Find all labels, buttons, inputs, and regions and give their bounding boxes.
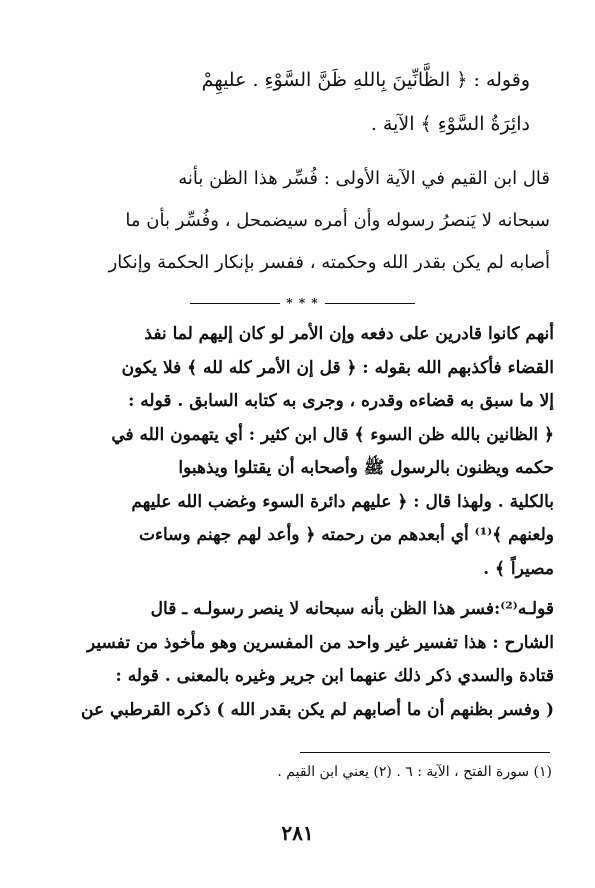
commentary-line: أنهم كانوا قادرين على دفعه وإن الأمر لو كان إليهم لما نفذ <box>144 324 554 344</box>
quote-line: أصابه لم يكن بقدر الله وحكمته ، ففسر بإنكار الحكمة وإنكار <box>108 252 550 273</box>
divider-rule <box>325 303 415 304</box>
commentary-line: مصيراً ﴾ . <box>483 558 554 579</box>
ibn-qayyim-quote-block <box>45 158 550 284</box>
commentary-line: بالكلية . ولهذا قال : ﴿ عليهم دائرة السوء وغضب الله عليهم <box>131 491 554 512</box>
quote-line: قال ابن القيم في الآية الأولى : فُسِّر هذا الظن بأنه <box>178 168 550 189</box>
commentary-line: حكمه ويظنون بالرسول ﷺ وأصحابه أن يقتلوا ويذهبوا <box>178 458 554 478</box>
commentary-line: ﴿ الظانين بالله ظن السوء ﴾ قال ابن كثير : أي يتهمون الله في <box>111 424 554 445</box>
divider-rule <box>190 303 280 304</box>
divider-stars: * * * <box>286 296 319 310</box>
commentary-line: الشارح : هذا تفسير غير واحد من المفسرين وهو مأخوذ من تفسير <box>87 632 554 653</box>
commentary-line: إلا ما سبق به قضاءه وقدره ، وجرى به كتابه السابق . قوله : <box>128 391 554 411</box>
verse-line: وقوله : ﴿ الظَّانِّينَ بِاللهِ ظَنَّ السَّوْءِ . عليهِمْ <box>201 69 530 91</box>
quote-line: سبحانه لا يَنصرُ رسوله وأن أمره سيضمحل ، وفُسِّر بأن ما <box>125 210 550 231</box>
commentary-block <box>37 318 554 586</box>
footnote-separator <box>300 752 550 753</box>
commentary-line: ( وفسر بظنهم أن ما أصابهم لم يكن بقدر الله ) ذكره القرطبي عن <box>81 699 554 720</box>
commentary-line: قولـه⁽²⁾:فسر هذا الظن بأنه سبحانه لا ينصر رسولـه ـ قال <box>150 599 554 619</box>
footnote-line: (١) سورة الفتح ، الآية : ٦ . (٢) يعني ابن القيم . <box>277 764 552 780</box>
commentary-line: قتادة والسدي ذكر ذلك عنهما ابن جرير وغيره بالمعنى . قوله : <box>115 666 554 686</box>
section-divider <box>190 296 415 310</box>
page-number: ٢٨١ <box>281 821 314 845</box>
commentary-line: ولعنهم ﴾⁽¹⁾ أي أبعدهم من رحمته ﴿ وأعد لهم جهنم وساءت <box>138 525 554 545</box>
verse-line: دائِرَةُ السَّوْءِ ﴾ الآية . <box>370 113 530 135</box>
commentary-block-second <box>37 593 554 727</box>
footnotes <box>140 760 552 784</box>
quran-verse-block <box>60 58 530 146</box>
commentary-line: القضاء فأكذبهم الله بقوله : ﴿ قل إن الأمر كله لله ﴾ فلا يكون <box>121 357 554 378</box>
